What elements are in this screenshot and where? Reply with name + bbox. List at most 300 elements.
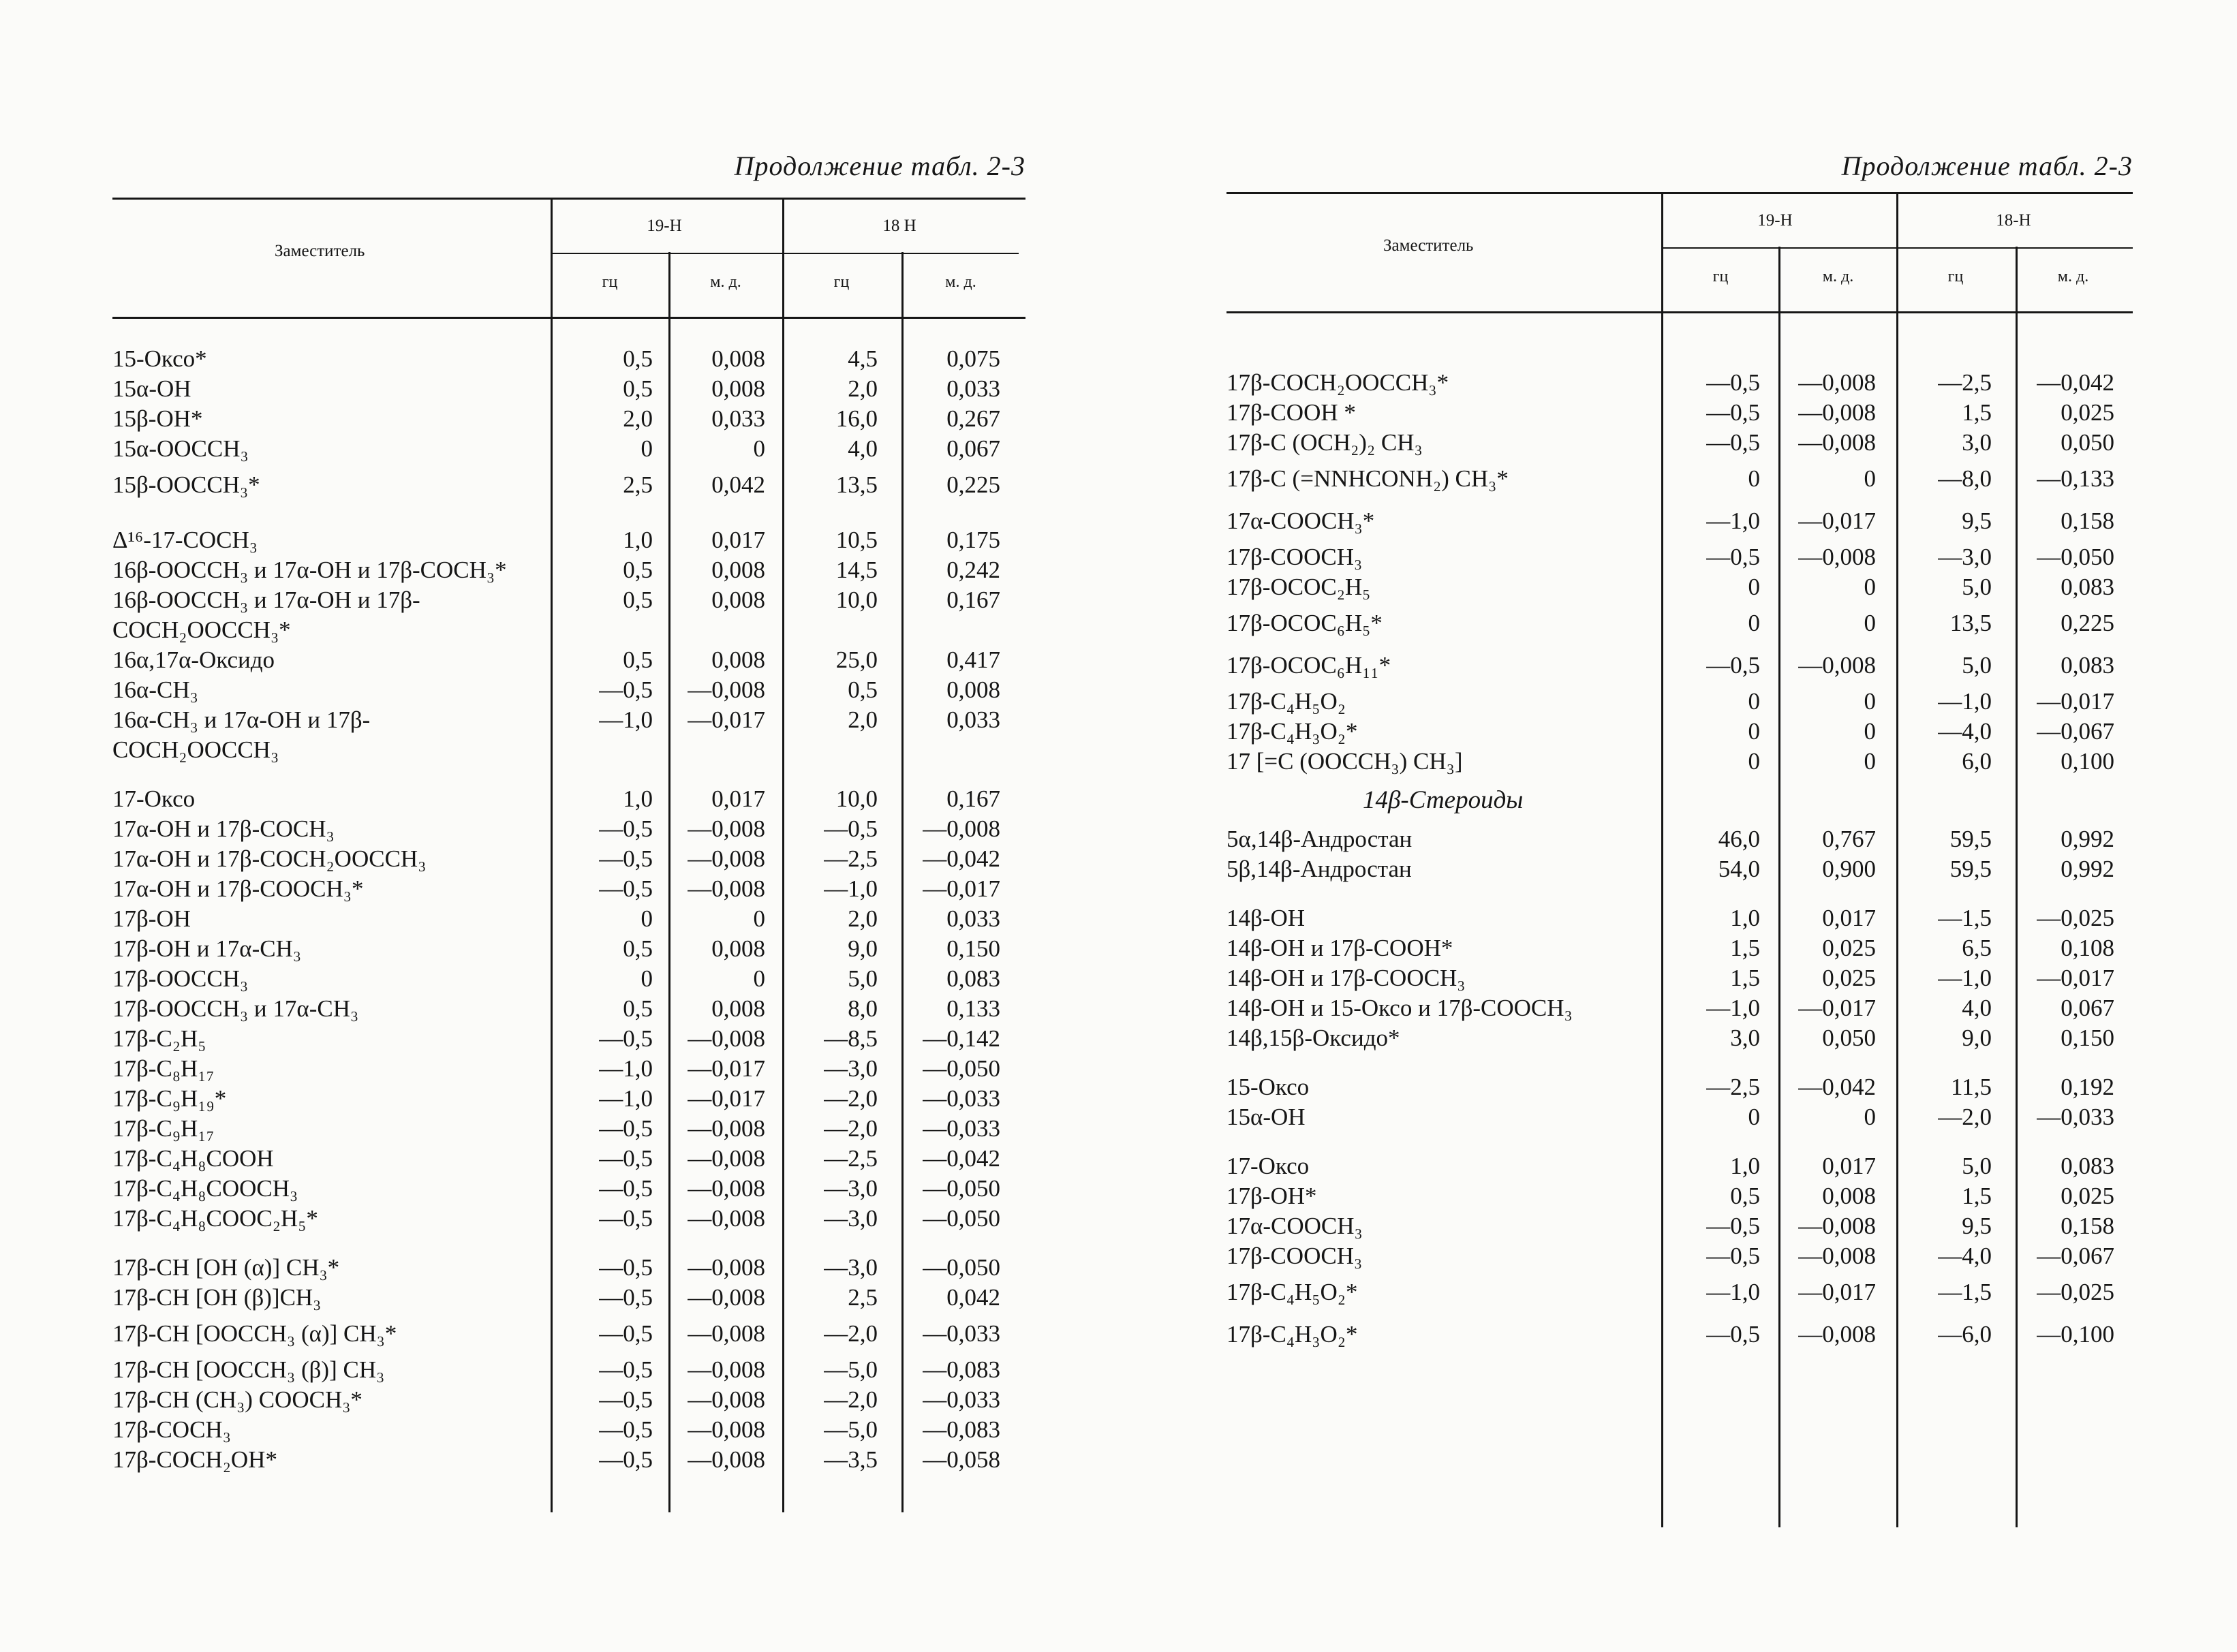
value-cell: —0,100 — [2037, 1321, 2114, 1347]
value-cell: 0,017 — [1822, 905, 1876, 931]
value-cell: —0,5 — [599, 1284, 653, 1311]
value-cell: 0,267 — [946, 405, 1000, 432]
value-cell: 0 — [1864, 574, 1876, 600]
table-row — [112, 1445, 1025, 1475]
value-cell: —0,050 — [923, 1175, 1000, 1202]
value-cell: 3,0 — [1962, 429, 1992, 456]
table-row — [1227, 903, 2133, 933]
value-cell: 2,0 — [623, 405, 653, 432]
table-row — [1227, 1181, 2133, 1211]
substituent-cell: 17β-C₄H₅O₂* — [1227, 1279, 1358, 1305]
value-cell: —5,0 — [824, 1356, 878, 1383]
value-cell: —0,5 — [599, 1416, 653, 1443]
substituent-cell: 15α-OOCCH₃ — [112, 435, 249, 462]
value-cell: —0,042 — [2037, 369, 2114, 396]
value-cell: 59,5 — [1949, 856, 1992, 882]
substituent-cell: 17α-OH и 17β-COCH₃ — [112, 815, 335, 842]
table-row — [112, 1385, 1025, 1415]
value-cell: —1,0 — [1706, 995, 1760, 1021]
value-cell: 0,5 — [623, 345, 653, 372]
substituent-cell: 17-Оксо — [112, 785, 196, 812]
table-row — [112, 555, 1025, 585]
value-cell: —0,008 — [688, 1115, 765, 1142]
header-unit: гц — [1712, 268, 1729, 285]
value-cell: —3,0 — [824, 1175, 878, 1202]
substituent-cell: 16β-OOCCH₃ и 17α-OH и 17β-COCH₃* — [112, 557, 507, 583]
value-cell: —2,0 — [1938, 1104, 1992, 1130]
table-row — [1227, 933, 2133, 963]
substituent-cell: 14β,15β-Оксидо* — [1227, 1025, 1400, 1051]
substituent-cell: 17β-COOCH₃ — [1227, 1243, 1363, 1269]
value-cell: 0,5 — [623, 375, 653, 402]
substituent-cell: 5β,14β-Андростан — [1227, 856, 1412, 882]
value-cell: 0,5 — [848, 676, 878, 703]
table-row — [1227, 500, 2133, 542]
value-cell: —0,067 — [2037, 718, 2114, 745]
value-cell: —0,008 — [688, 1446, 765, 1473]
value-cell: 54,0 — [1718, 856, 1760, 882]
substituent-cell: 15-Оксо — [1227, 1074, 1310, 1100]
value-cell: 0,767 — [1822, 826, 1876, 852]
value-cell: —0,067 — [2037, 1243, 2114, 1269]
substituent-cell: 17β-COOCH₃ — [1227, 544, 1363, 570]
value-cell: 0,017 — [711, 527, 765, 553]
value-cell: —0,5 — [599, 1205, 653, 1232]
value-cell: —0,033 — [2037, 1104, 2114, 1130]
substituent-cell: 5α,14β-Андростан — [1227, 826, 1413, 852]
value-cell: 0 — [641, 965, 653, 992]
value-cell: 2,5 — [848, 1284, 878, 1311]
value-cell: 0 — [641, 435, 653, 462]
table-row — [1227, 1211, 2133, 1241]
value-cell: 0 — [641, 905, 653, 932]
value-cell: 25,0 — [835, 646, 878, 673]
value-cell: 0,042 — [946, 1284, 1000, 1311]
value-cell: —2,5 — [824, 845, 878, 872]
value-cell: 0,033 — [946, 905, 1000, 932]
header-group-19h: 19-H — [1757, 211, 1793, 230]
value-cell: —0,083 — [923, 1416, 1000, 1443]
table-header — [1227, 192, 2133, 313]
value-cell: —0,5 — [1706, 1243, 1760, 1269]
substituent-cell: 15-Оксо* — [112, 345, 207, 372]
value-cell: 0,008 — [711, 935, 765, 962]
value-cell: —0,008 — [1798, 1213, 1876, 1239]
value-cell: 0,033 — [946, 706, 1000, 733]
value-cell: —0,025 — [2037, 1279, 2114, 1305]
substituent-cell: 17β-OCOC₂H₅ — [1227, 574, 1371, 600]
table-row — [112, 1054, 1025, 1084]
value-cell: —1,5 — [1938, 905, 1992, 931]
value-cell: 0,900 — [1822, 856, 1876, 882]
header-unit: м. д. — [710, 273, 741, 291]
substituent-cell: 14β-OH и 17β-COOCH₃ — [1227, 965, 1466, 991]
table-row — [112, 934, 1025, 964]
value-cell: —0,008 — [1798, 1243, 1876, 1269]
substituent-cell: Δ¹⁶-17-COCH₃ — [112, 527, 258, 553]
table-row — [1227, 1023, 2133, 1053]
table-row — [1227, 1271, 2133, 1313]
substituent-cell: 16α,17α-Оксидо — [112, 646, 275, 673]
value-cell: —0,5 — [1706, 369, 1760, 396]
value-cell: 0,008 — [711, 375, 765, 402]
value-cell: —0,008 — [688, 1025, 765, 1052]
table-row — [112, 464, 1025, 506]
value-cell: 2,0 — [848, 706, 878, 733]
value-cell: —0,017 — [688, 1085, 765, 1112]
value-cell: —0,5 — [824, 815, 878, 842]
value-cell: —0,008 — [688, 815, 765, 842]
substituent-cell: 16α-CH₃ — [112, 676, 198, 703]
value-cell: —2,0 — [824, 1085, 878, 1112]
value-cell: —2,0 — [824, 1115, 878, 1142]
value-cell: 0,5 — [623, 935, 653, 962]
value-cell: —0,5 — [1706, 1321, 1760, 1347]
table-row — [112, 585, 1025, 645]
substituent-cell: 17β-OOCCH₃ — [112, 965, 249, 992]
table-row — [112, 874, 1025, 904]
value-cell: —0,5 — [1706, 399, 1760, 426]
substituent-cell: 17β-C₈H₁₇ — [112, 1055, 215, 1082]
value-cell: 3,0 — [1730, 1025, 1760, 1051]
substituent-cell: 17β-CH [OH (α)] CH₃* — [112, 1254, 340, 1281]
value-cell: —0,008 — [688, 1284, 765, 1311]
table-row — [112, 374, 1025, 404]
value-cell: —1,5 — [1938, 1279, 1992, 1305]
value-cell: —0,017 — [1798, 1279, 1876, 1305]
value-cell: 0 — [1748, 465, 1760, 492]
value-cell: 13,5 — [835, 471, 878, 498]
value-cell: —3,0 — [824, 1254, 878, 1281]
value-cell: —3,0 — [824, 1055, 878, 1082]
table-row — [1227, 963, 2133, 993]
value-cell: —0,017 — [1798, 995, 1876, 1021]
substituent-cell: 17β-C₉H₁₇ — [112, 1115, 215, 1142]
value-cell: 0,108 — [2061, 935, 2114, 961]
value-cell: —0,008 — [688, 845, 765, 872]
substituent-cell: 17β-C₄H₈COOC₂H₅* — [112, 1205, 318, 1232]
value-cell: —0,042 — [1798, 1074, 1876, 1100]
table-caption: Продолжение табл. 2-3 — [1841, 151, 2133, 181]
value-cell: 10,0 — [835, 587, 878, 613]
table-row — [112, 994, 1025, 1024]
value-cell: —0,008 — [688, 875, 765, 902]
value-cell: 0,075 — [946, 345, 1000, 372]
table-row — [1227, 428, 2133, 458]
value-cell: 0 — [1748, 718, 1760, 745]
value-cell: 0,083 — [2061, 652, 2114, 679]
value-cell: 0,100 — [2061, 748, 2114, 775]
value-cell: 0,008 — [711, 557, 765, 583]
table-body — [112, 344, 1025, 1475]
value-cell: 4,5 — [848, 345, 878, 372]
substituent-cell: 17α-COOCH₃ — [1227, 1213, 1363, 1239]
value-cell: —0,033 — [923, 1085, 1000, 1112]
value-cell: 1,5 — [1962, 1183, 1992, 1209]
value-cell: —0,042 — [923, 1145, 1000, 1172]
value-cell: 0,175 — [946, 527, 1000, 553]
substituent-cell: 17β-CH [OH (β)]CH₃ — [112, 1284, 322, 1311]
value-cell: —8,0 — [1938, 465, 1992, 492]
table-row — [112, 434, 1025, 464]
value-cell: —0,5 — [599, 1446, 653, 1473]
value-cell: —0,5 — [599, 1386, 653, 1413]
value-cell: —1,0 — [599, 1055, 653, 1082]
value-cell: 5,0 — [1962, 652, 1992, 679]
value-cell: —0,5 — [599, 1145, 653, 1172]
value-cell: —5,0 — [824, 1416, 878, 1443]
value-cell: 0,017 — [711, 785, 765, 812]
substituent-cell: 16β-OOCCH₃ и 17α-OH и 17β-COCH₂OOCCH₃* — [112, 587, 420, 643]
table-row — [112, 1144, 1025, 1174]
value-cell: 14,5 — [835, 557, 878, 583]
table-row — [112, 1024, 1025, 1054]
table-row — [112, 645, 1025, 675]
table-row — [1227, 717, 2133, 747]
table-row — [1227, 644, 2133, 687]
table-row — [112, 1355, 1025, 1385]
header-unit: м. д. — [1822, 268, 1854, 285]
table-row — [1227, 572, 2133, 602]
value-cell: 0,5 — [623, 995, 653, 1022]
value-cell: 0,150 — [2061, 1025, 2114, 1051]
value-cell: —1,0 — [599, 706, 653, 733]
substituent-cell: 15β-OH* — [112, 405, 203, 432]
value-cell: 0,067 — [2061, 995, 2114, 1021]
table-row — [112, 344, 1025, 374]
value-cell: 1,0 — [623, 527, 653, 553]
table-row — [1227, 542, 2133, 572]
value-cell: —8,5 — [824, 1025, 878, 1052]
value-cell: 4,0 — [848, 435, 878, 462]
substituent-cell: 17β-CH [OOCCH₃ (α)] CH₃* — [112, 1320, 397, 1347]
value-cell: —0,5 — [1706, 1213, 1760, 1239]
value-cell: —2,5 — [1706, 1074, 1760, 1100]
substituent-cell: 17β-C₂H₅ — [112, 1025, 206, 1052]
value-cell: —2,5 — [1938, 369, 1992, 396]
table-row — [112, 1313, 1025, 1355]
substituent-cell: 17β-C₉H₁₉* — [112, 1085, 227, 1112]
value-cell: —0,033 — [923, 1320, 1000, 1347]
table-row — [1227, 1102, 2133, 1132]
table-row — [112, 964, 1025, 994]
substituent-cell: 17β-CH [OOCCH₃ (β)] CH₃ — [112, 1356, 385, 1383]
value-cell: —0,083 — [923, 1356, 1000, 1383]
value-cell: 6,0 — [1962, 748, 1992, 775]
value-cell: 16,0 — [835, 405, 878, 432]
value-cell: 5,0 — [1962, 1153, 1992, 1179]
value-cell: —0,017 — [1798, 508, 1876, 534]
value-cell: 0,133 — [946, 995, 1000, 1022]
value-cell: —0,025 — [2037, 905, 2114, 931]
header-unit: гц — [602, 273, 618, 291]
table-row — [112, 1253, 1025, 1283]
value-cell: —4,0 — [1938, 1243, 1992, 1269]
substituent-cell: 17β-COOH * — [1227, 399, 1356, 426]
value-cell: —0,133 — [2037, 465, 2114, 492]
value-cell: —0,008 — [688, 1145, 765, 1172]
value-cell: —1,0 — [824, 875, 878, 902]
table-row — [1227, 824, 2133, 854]
substituent-cell: 17-Оксо — [1227, 1153, 1310, 1179]
table-body — [1227, 368, 2133, 1356]
table-row — [112, 844, 1025, 874]
value-cell: —0,017 — [688, 706, 765, 733]
value-cell: 0,033 — [711, 405, 765, 432]
substituent-cell: 15β-OOCCH₃* — [112, 471, 260, 498]
value-cell: 13,5 — [1949, 610, 1992, 636]
value-cell: 0,992 — [2061, 856, 2114, 882]
value-cell: —0,5 — [599, 1175, 653, 1202]
value-cell: 1,5 — [1730, 935, 1760, 961]
value-cell: —0,5 — [599, 1254, 653, 1281]
substituent-cell: 14β-OH и 15-Оксо и 17β-COOCH₃ — [1227, 995, 1573, 1021]
value-cell: 0,158 — [2061, 1213, 2114, 1239]
value-cell: 1,5 — [1730, 965, 1760, 991]
table-row — [112, 1415, 1025, 1445]
value-cell: —0,008 — [923, 815, 1000, 842]
table-row — [1227, 687, 2133, 717]
value-cell: —0,033 — [923, 1386, 1000, 1413]
table-row — [112, 705, 1025, 765]
value-cell: —0,5 — [599, 1320, 653, 1347]
table-row — [112, 784, 1025, 814]
header-divider — [552, 253, 1019, 254]
value-cell: 10,0 — [835, 785, 878, 812]
table-row — [112, 814, 1025, 844]
table-row — [112, 525, 1025, 555]
substituent-cell: 17β-OH и 17α-CH₃ — [112, 935, 302, 962]
substituent-cell: 17β-C (OCH₂)₂ CH₃ — [1227, 429, 1423, 456]
value-cell: 0,992 — [2061, 826, 2114, 852]
value-cell: 0 — [1748, 610, 1760, 636]
value-cell: 9,0 — [1962, 1025, 1992, 1051]
value-cell: —0,033 — [923, 1115, 1000, 1142]
substituent-cell: 17β-OCOC₆H₁₁* — [1227, 652, 1391, 679]
value-cell: —0,008 — [1798, 399, 1876, 426]
value-cell: 0,167 — [946, 587, 1000, 613]
value-cell: 1,0 — [623, 785, 653, 812]
value-cell: 0,150 — [946, 935, 1000, 962]
value-cell: —0,5 — [599, 1025, 653, 1052]
value-cell: —1,0 — [599, 1085, 653, 1112]
value-cell: —0,008 — [688, 676, 765, 703]
value-cell: 0 — [1864, 688, 1876, 715]
value-cell: 2,0 — [848, 375, 878, 402]
value-cell: —0,008 — [1798, 544, 1876, 570]
table-header — [112, 198, 1025, 319]
value-cell: —0,5 — [599, 1356, 653, 1383]
value-cell: —0,058 — [923, 1446, 1000, 1473]
value-cell: 9,5 — [1962, 1213, 1992, 1239]
value-cell: 0,008 — [711, 587, 765, 613]
substituent-cell: 17β-C (=NNHCONH₂) CH₃* — [1227, 465, 1509, 492]
value-cell: 0,167 — [946, 785, 1000, 812]
value-cell: —0,5 — [1706, 429, 1760, 456]
value-cell: —0,008 — [688, 1356, 765, 1383]
value-cell: 0,025 — [1822, 965, 1876, 991]
value-cell: 0,050 — [1822, 1025, 1876, 1051]
table-row — [1227, 398, 2133, 428]
header-unit: м. д. — [945, 273, 976, 291]
value-cell: 0,5 — [623, 646, 653, 673]
value-cell: —0,008 — [688, 1320, 765, 1347]
value-cell: 5,0 — [1962, 574, 1992, 600]
value-cell: —0,008 — [1798, 1321, 1876, 1347]
value-cell: 0,008 — [1822, 1183, 1876, 1209]
table-row — [112, 1174, 1025, 1204]
substituent-cell: 17α-COOCH₃* — [1227, 508, 1375, 534]
value-cell: 4,0 — [1962, 995, 1992, 1021]
value-cell: —0,008 — [688, 1254, 765, 1281]
value-cell: —1,0 — [1706, 1279, 1760, 1305]
header-group-19h: 19-H — [647, 217, 682, 235]
header-unit: гц — [833, 273, 850, 291]
substituent-cell: 17β-OOCCH₃ и 17α-CH₃ — [112, 995, 359, 1022]
header-unit: гц — [1947, 268, 1964, 285]
value-cell: —0,050 — [923, 1254, 1000, 1281]
value-cell: —0,017 — [2037, 688, 2114, 715]
value-cell: 9,0 — [848, 935, 878, 962]
value-cell: 5,0 — [848, 965, 878, 992]
table-row — [1227, 602, 2133, 644]
value-cell: —0,008 — [688, 1416, 765, 1443]
header-unit: м. д. — [2057, 268, 2089, 285]
value-cell: —4,0 — [1938, 718, 1992, 745]
value-cell: 0 — [753, 435, 765, 462]
value-cell: —0,017 — [2037, 965, 2114, 991]
table-row — [112, 1283, 1025, 1313]
value-cell: 1,0 — [1730, 1153, 1760, 1179]
substituent-cell: 14β-OH — [1227, 905, 1306, 931]
value-cell: —0,5 — [599, 1115, 653, 1142]
value-cell: 0,033 — [946, 375, 1000, 402]
value-cell: —0,5 — [599, 845, 653, 872]
value-cell: 2,5 — [623, 471, 653, 498]
table-row — [1227, 1241, 2133, 1271]
value-cell: —0,5 — [599, 815, 653, 842]
value-cell: —0,008 — [688, 1175, 765, 1202]
value-cell: 0,008 — [711, 995, 765, 1022]
substituent-cell: 17 [=C (OOCCH₃) CH₃] — [1227, 748, 1463, 775]
value-cell: 0,025 — [2061, 1183, 2114, 1209]
value-cell: —3,0 — [824, 1205, 878, 1232]
value-cell: 0 — [1864, 465, 1876, 492]
value-cell: 2,0 — [848, 905, 878, 932]
value-cell: —0,008 — [688, 1386, 765, 1413]
substituent-cell: 17β-CH (CH₃) COOCH₃* — [112, 1386, 362, 1413]
value-cell: —0,5 — [599, 875, 653, 902]
value-cell: 59,5 — [1949, 826, 1992, 852]
value-cell: —3,0 — [1938, 544, 1992, 570]
table-row — [112, 1204, 1025, 1234]
section-title: 14β-Стероиды — [1363, 786, 1524, 814]
substituent-cell: 17β-C₄H₃O₂* — [1227, 718, 1358, 745]
value-cell: —1,0 — [1938, 965, 1992, 991]
value-cell: 10,5 — [835, 527, 878, 553]
table-row — [1227, 1072, 2133, 1102]
value-cell: —0,5 — [599, 676, 653, 703]
value-cell: 0,083 — [2061, 1153, 2114, 1179]
value-cell: 11,5 — [1951, 1074, 1992, 1100]
value-cell: 0,008 — [711, 345, 765, 372]
value-cell: 0,5 — [1730, 1183, 1760, 1209]
value-cell: 0 — [1748, 1104, 1760, 1130]
header-substituent: Заместитель — [275, 242, 365, 260]
value-cell: —2,5 — [824, 1145, 878, 1172]
value-cell: 0 — [753, 965, 765, 992]
header-group-18h: 18-H — [1996, 211, 2031, 230]
